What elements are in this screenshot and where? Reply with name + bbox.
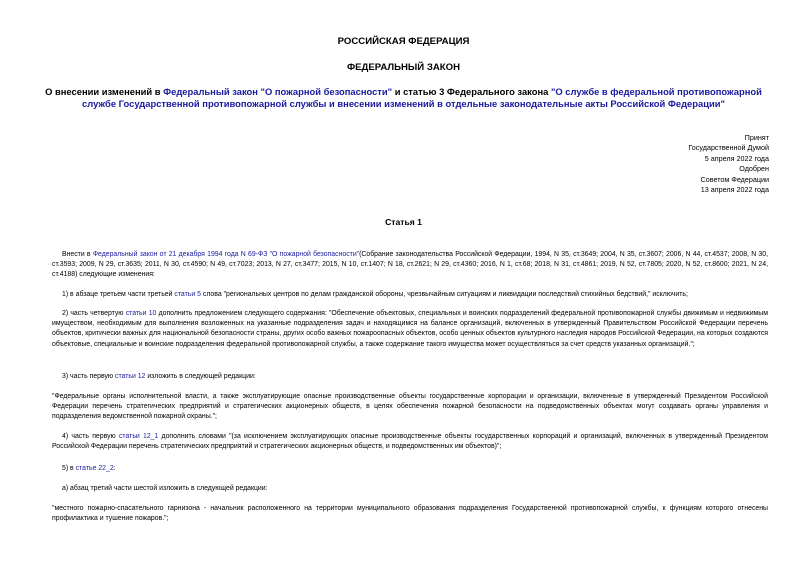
paragraph-text: 3) часть первую xyxy=(62,373,116,380)
paragraph-text: 2) часть четвертую xyxy=(62,310,126,317)
adoption-line: Принят xyxy=(744,133,769,142)
law-title-text: и статью 3 Федерального закона xyxy=(392,86,551,97)
link-article-5[interactable]: статьи 5 xyxy=(174,291,201,298)
item-5a: а) абзац третий части шестой изложить в следующей редакции: xyxy=(62,485,268,492)
article-heading: Статья 1 xyxy=(385,217,422,227)
paragraph-text: дополнить словами "(за исключением эксплуатирующих опасные производственные объекты государственных корпораций и организаций, включенных в утвержденный Президентом Российской Федерации перечень стратегических предприятий и стратегических акционерных обществ, и подведомственных им объектов)"; xyxy=(52,433,768,451)
item-3 xyxy=(52,372,768,382)
adoption-line: 5 апреля 2022 года xyxy=(704,153,769,163)
adoption-line: Одобрен xyxy=(739,164,769,174)
adoption-block xyxy=(569,133,769,195)
link-article-10[interactable]: статьи 10 xyxy=(125,310,157,317)
item-3-quote: "Федеральные органы исполнительной власти, а также эксплуатирующие опасные производственные объекты государственные корпорации и организации, включенные в утвержденный Президентом Российской Федерации перечень стратегических предприятий и стратегических акционерных обществ, в целях обеспечения пожарной безопасности на подведомственных объектах могут создавать органы управления и подразделения ведомственной пожарной охраны."; xyxy=(52,393,768,421)
law-title-link-fire-safety[interactable]: Федеральный закон "О пожарной безопасности" xyxy=(163,86,393,97)
law-title-text: О внесении изменений в xyxy=(45,86,164,97)
law-title-link-service[interactable]: "О службе в федеральной противопожарной службе Государственной противопожарной службы и внесении изменений в отдельные законодательные акты Российской Федерации" xyxy=(82,86,762,109)
country-heading: РОССИЙСКАЯ ФЕДЕРАЦИЯ xyxy=(337,36,470,47)
item-1 xyxy=(52,290,768,300)
law-title xyxy=(40,86,767,110)
paragraph-text: 4) часть первую xyxy=(62,433,119,440)
link-article-12-1[interactable]: статьи 12_1 xyxy=(118,433,159,440)
paragraph-text: 1) в абзаце третьем части третьей xyxy=(62,291,175,298)
paragraph-text: слова "региональных центров по делам гражданской обороны, чрезвычайным ситуациям и ликвидации последствий стихийных бедствий," исключить; xyxy=(200,291,688,298)
link-article-22-2[interactable]: статье 22_2 xyxy=(75,465,114,472)
paragraph-text: 5) в xyxy=(62,465,76,472)
paragraph-text: изложить в следующей редакции: xyxy=(145,373,256,380)
paragraph-text: (Собрание законодательства Российской Федерации, 1994, N 35, ст.3649; 2004, N 35, ст.3607; 2006, N 44, ст.4537; 2008, N 30, ст.3593; 2009, N 29, ст.3635; 2011, N 30, ст.4590; N 49, ст.7023; 2013, N 27, ст.3477; 2015, N 10, ст.1407; N 18, ст.2621; N 29, ст.4360; 2016, N 1, ст.68; 2018, N 31, ст.4861; 2019, N 52, ст.7805; 2020, N 52, ст.8600; 2021, N 24, ст.4188) следующие изменения: xyxy=(52,251,768,279)
adoption-line: Государственной Думой xyxy=(688,143,769,153)
law-link-69fz[interactable]: Федеральный закон от 21 декабря 1994 года N 69-ФЗ "О пожарной безопасности" xyxy=(92,251,360,258)
item-5 xyxy=(52,464,768,474)
item-2 xyxy=(52,309,768,350)
link-article-12[interactable]: статьи 12 xyxy=(115,373,146,380)
doc-type-heading: ФЕДЕРАЛЬНЫЙ ЗАКОН xyxy=(346,62,461,73)
adoption-line: 13 апреля 2022 года xyxy=(700,185,769,195)
paragraph-text: : xyxy=(113,465,116,472)
item-4 xyxy=(52,432,768,452)
item-5a-quote: "местного пожарно-спасательного гарнизона - начальник расположенного на территории муниципального образования подразделения Государственной противопожарной службы, к функциям которого отнесены профилактика и тушение пожаров."; xyxy=(52,505,768,523)
adoption-line: Советом Федерации xyxy=(700,174,769,184)
article-intro xyxy=(52,250,768,281)
paragraph-text: дополнить предложением следующего содержания: "Обеспечение объектовых, специальных и воинских подразделений федеральной противопожарной службы движимым и недвижимым имуществом, необходимым для выполнения возложенных на указанные подразделения задач и находящимся на балансе организаций, включенных в утвержденный Правительством Российской Федерации перечень объектов, критически важных для национальной безопасности страны, других особо важных пожароопасных объектов, особо ценных объектов культурного наследия народов Российской Федерации, на которых создаются объектовые, специальные и воинские подразделения федеральной противопожарной службы, а также содержание такого имущества может осуществляться за счет средств указанных организаций."; xyxy=(52,310,768,348)
paragraph-text: Внести в xyxy=(62,251,93,258)
